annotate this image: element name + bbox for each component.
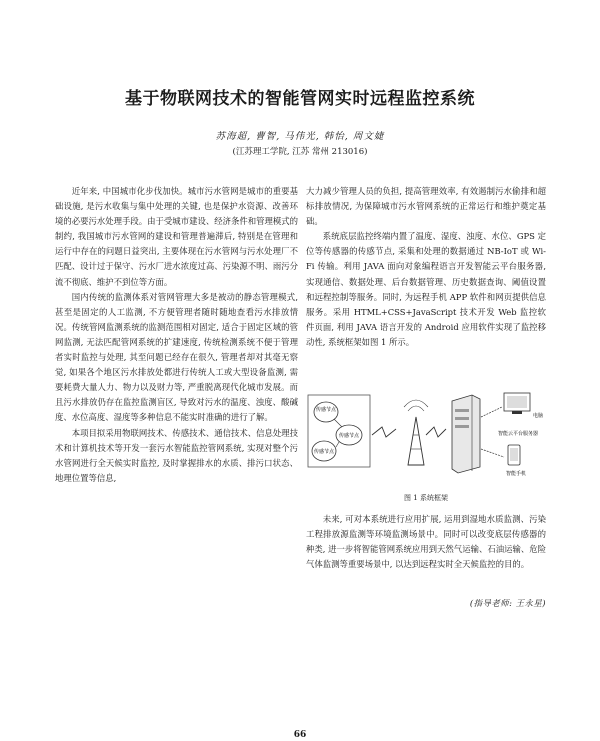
author-list: 苏海超, 曹智, 马伟光, 韩怡, 周文婕 <box>215 131 385 142</box>
cloud-server-icon <box>452 395 480 473</box>
paper-title: 基于物联网技术的智能管网实时远程监控系统 <box>125 89 475 109</box>
left-column <box>55 184 298 486</box>
sensor-node-a-label: 传感节点 <box>315 407 337 413</box>
antenna-tower-icon <box>408 417 424 465</box>
affiliation: (江苏理工学院, 江苏 常州 213016) <box>232 147 368 157</box>
smartphone-label: 智能手机 <box>505 471 527 477</box>
framework-diagram <box>306 387 546 479</box>
figure-caption: 图 1 系统框架 <box>404 494 448 502</box>
paragraph: 未来, 可对本系统进行应用扩展, 运用到湿地水质监测、污染工程排放源监测等环境监测场景中。同时可以改变底层传感器的种类, 进一步将智能管网系统应用到天然气运输、石油运输、危险气体监测等重要场景中, 以达到远程实时全天候监控的目的。 <box>306 514 546 570</box>
paragraph: 国内传统的监测体系对管网管理大多是被动的静态管理模式, 甚至是固定的人工监测, 不方便管理者随时随地查看污水排放情况。传统管网监测系统的监测范围相对固定, 适合于固定区域的管网监测, 无法匹配管网系统的扩建速度, 传统检测系统不便于管理者实时监控与处理, 其至问题已经存在很久, 管理者却对其毫无察觉, 如果各个地区污水排放处都进行传统人工或大型设备监测, 需要耗费大量人力、物力以及财力等, 严重脱离现代化城市发展。而且污水排放仍存在监控监测盲区, 导致对污水的温度、浊度、酸碱度、水位高度、湿度等多种信息不能实时准确的进行了解。 <box>55 291 298 423</box>
paragraph: 系统底层监控终端内置了温度、湿度、浊度、水位、GPS 定位等传感器的传感节点, 采集和处理的数据通过 NB-IoT 或 Wi-Fi 传输。利用 JAVA 面向对象编程语言开发智能云平台服务器, 实现通信、数据处理、后台数据管理、历史数据查询、阈值设置和远程控制等服务。同时, 为远程手机 APP 软件和网页提供信息服务。采用 HTML+CSS+JavaScript 技术开发 Web 监控软件页面, 利用 JAVA 语言开发的 Android 应用软件实现了监控移动性, 系统框架如图 1 所示。 <box>306 231 546 347</box>
right-column-top <box>306 184 546 350</box>
wireless-link-icon <box>372 427 396 437</box>
paragraph: 近年来, 中国城市化步伐加快。城市污水管网是城市的重要基础设施, 是污水收集与集中处理的关键, 也是保护水资源、改善环境的必要污水处理手段。由于受城市建设、经济条件和管理模式的制约, 我国城市污水管网的建设和管理普遍滞后, 特别是在管理和运行中存在的问题日益突出, 主要体现在污水管网与污水处理厂不匹配、设计过于保守、污水厂进水浓度过高、污染源不明、雨污分流不彻底、维护不到位等方面。 <box>55 186 298 287</box>
paragraph: 本项目拟采用物联网技术、传感技术、通信技术、信息处理技术和计算机技术等开发一套污水智能监控管网系统, 实现对整个污水管网进行全天候实时监控, 及时掌握排水的水质、排污口状态、地理位置等信息, <box>55 427 298 483</box>
system-framework-figure <box>306 387 546 479</box>
advisor-signature: (指导老师: 王永星) <box>469 598 546 608</box>
paragraph: 大力减少管理人员的负担, 提高管理效率, 有效遏制污水偷排和超标排放情况, 为保障城市污水管网系统的正常运行和维护奠定基础。 <box>306 186 546 227</box>
right-column-bottom <box>306 512 546 572</box>
cloud-platform-label: 智能云平台服务器 <box>497 431 539 437</box>
signal-wave-icon <box>408 406 424 411</box>
wireless-link-icon <box>426 427 446 437</box>
computer-label: 电脑 <box>532 413 544 419</box>
sensor-node-b-label: 传感节点 <box>338 433 360 439</box>
sensor-node-c-label: 传感节点 <box>313 449 335 455</box>
page-number: 66 <box>293 730 307 740</box>
